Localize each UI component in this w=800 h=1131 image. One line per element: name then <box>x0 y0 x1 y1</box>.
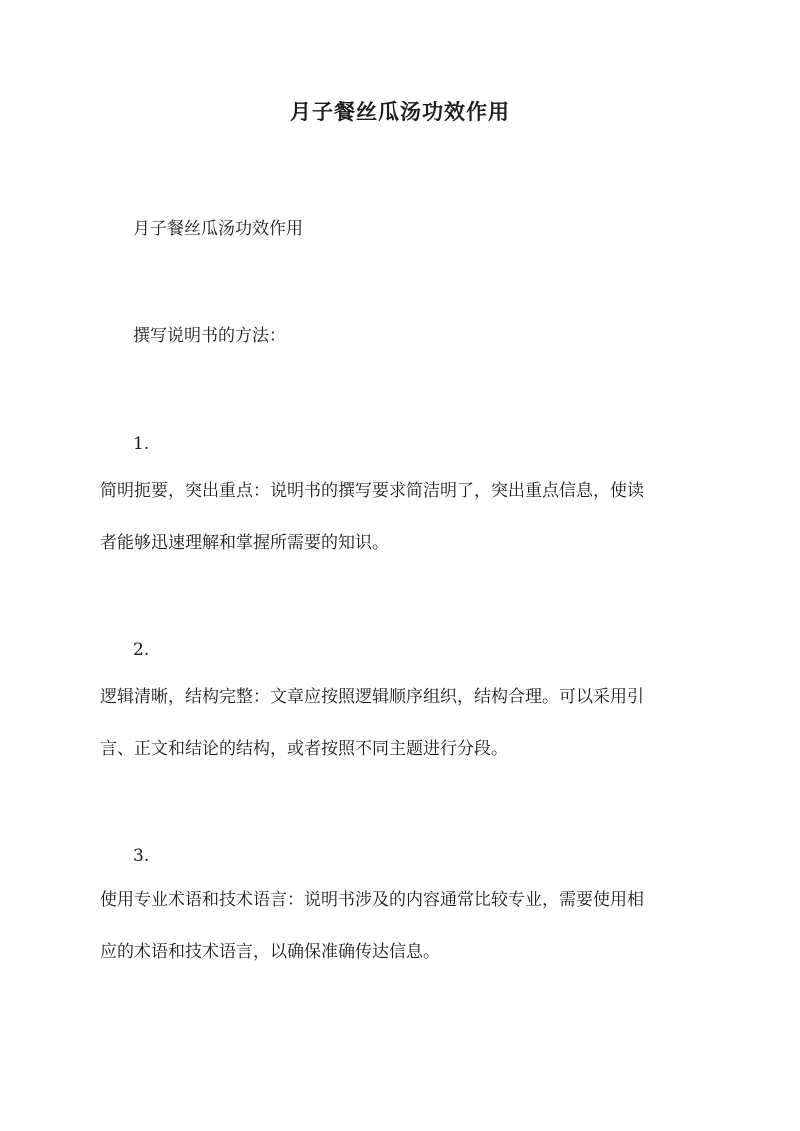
document-subtitle: 月子餐丝瓜汤功效作用 <box>133 219 303 239</box>
item-text-line: 者能够迅速理解和掌握所需要的知识。 <box>100 533 389 553</box>
method-heading: 撰写说明书的方法： <box>133 326 286 346</box>
item-number: 1. <box>133 434 150 454</box>
item-text-line: 言、正文和结论的结构，或者按照不同主题进行分段。 <box>100 739 508 759</box>
item-text-line: 逻辑清晰，结构完整：文章应按照逻辑顺序组织，结构合理。可以采用引 <box>100 687 644 707</box>
item-text-line: 简明扼要，突出重点：说明书的撰写要求简洁明了，突出重点信息，使读 <box>100 481 644 501</box>
item-text-line: 使用专业术语和技术语言：说明书涉及的内容通常比较专业，需要使用相 <box>100 890 644 910</box>
item-number: 3. <box>133 846 150 866</box>
item-text-line: 应的术语和技术语言，以确保准确传达信息。 <box>100 942 440 962</box>
document-title: 月子餐丝瓜汤功效作用 <box>290 99 510 124</box>
item-number: 2. <box>133 640 150 660</box>
